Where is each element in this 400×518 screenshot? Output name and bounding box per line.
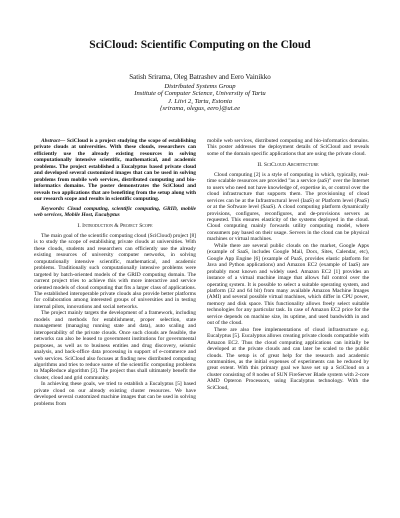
body-paragraph: The project mainly targets the development of a framework, including models and methods for establishment, proper selection, state management (managing running state and data), auto scaling and interoperability of the private clouds. Once such clouds are feasible, the networks can also be leased to government institutions for governmental purposes, as well as to business entities and drug discovery, seismic analysis, and back-office data processing in support of e-commerce and web services. SciCloud also focuses at finding new distributed computing algorithms and tries to reduce some of the scientific computing problems to MapReduce algorithm [3]. The project thus shall ultimately benefit the cluster, cloud and grid community.	[34, 310, 196, 381]
body-paragraph: While there are several public clouds on the market, Google Apps (example of SaaS, includes Google Mail, Docs, Sites, Calendar, etc), Google App Engine [6] (example of PaaS, provides elastic platform for Java and Python applications) and Amazon EC2 (example of IaaS) are probably most known and widely used. Amazon EC2 [1] provides an instance of a virtual machine image that allows full control over the operating system. It is possible to select a suitable operating system, and platform (32 and 64 bit) from many available Amazon Machine Images (AMI) and several possible virtual machines, which differ in CPU power, memory and disk space. This functionality allows freely select suitable technologies for any particular task. In case of Amazon EC2 price for the service depends on machine size, its uptime, and used bandwidth in and out of the cloud.	[207, 242, 369, 327]
affiliation-line: {srirama, olegus, eero}@ut.ee	[159, 105, 241, 113]
affiliation-line: J. Liivi 2, Tartu, Estonia	[167, 97, 233, 105]
section-heading-architecture: II. SciCloud Architecture	[257, 162, 319, 169]
section-heading-introduction: I. Introduction & Project Scope	[77, 223, 153, 230]
author-names: Satish Srirama, Oleg Batrashev and Eero Vainikko	[129, 73, 271, 81]
body-paragraph: mobile web services, distributed computing and bio-informatics domains. This poster addresses the deployment details of SciCloud and reveals some of the domain specific applications that are using the private cloud.	[207, 138, 369, 157]
left-column	[34, 138, 196, 407]
keywords	[34, 206, 196, 219]
right-column	[207, 138, 369, 391]
keywords-label: Keywords:	[41, 205, 65, 212]
body-paragraph: There are also free implementations of cloud infrastructure e.g. Eucalyptus [5]. Eucalyptus allows creating private clouds compatible with Amazon EC2. Thus the cloud computing applications can initially be developed at the private clouds and can later be scaled to the public clouds. The setup is of great help for the research and academic communities, as the initial expenses of experiments can be reduced by great extent. With this primary goal we have set up a SciCloud on a cluster consisting of 8 nodes of SUN FireServer Blade system with 2-core AMD Opteron Processors, using Eucalyptus technology. With the SciCloud,	[207, 326, 369, 391]
keywords-text: Cloud computing, scientific computing, GRID, mobile web services, Mobile Host, Eucalyptus	[34, 205, 196, 218]
body-paragraph: In achieving these goals, we tried to establish a Eucalyptus [5] based private cloud on our already existing cluster resources. We have developed several customized machine images that can be used in solving problems from	[34, 381, 196, 407]
paper-title: SciCloud: Scientific Computing on the Cloud	[89, 39, 311, 51]
affiliation-line: Distributed Systems Group	[164, 82, 236, 90]
author-block	[0, 74, 400, 113]
body-paragraph: Cloud computing [2] is a style of computing in which, typically, real-time scalable resources are provided "as a service (aaS)" over the Internet to users who need not have knowledge of, expertise in, or control over the cloud infrastructure that supports them. The provisioning of cloud services can be at the Infrastructural level (IaaS) or Platform level (PaaS) or at the Software level (SaaS). A cloud computing platform dynamically provisions, configures, reconfigures, and de-provisions servers as requested. This ensures elasticity of the systems deployed in the cloud. Cloud computing mainly forwards utility computing model, where consumers pay based on their usage. Servers in the cloud can be physical machines or virtual machines.	[207, 171, 369, 243]
abstract	[34, 138, 196, 203]
affiliation-line: Institute of Computer Science, University of Tartu	[134, 90, 266, 98]
abstract-text: SciCloud is a project studying the scope of establishing private clouds at universities. With these clouds, researchers can efficiently use the already existing resources in solving computationally intensive scientific, mathematical, and academic problems. The project established a Eucalyptus based private cloud and developed several customized images that can be used in solving problems from mobile web services, distributed computing and bio-informatics domains. The poster demonstrates the SciCloud and reveals two applications that are benefiting from the setup along with our research scope and results in scientific computing.	[34, 138, 196, 203]
body-paragraph: The main goal of the scientific computing cloud (SciCloud) project [8] is to study the scope of establishing private clouds at universities. With these clouds, students and researchers can efficiently use the already existing resources of university computer networks, in solving computationally intensive scientific, mathematical, and academic problems. Traditionally such computationally intensive problems were targeted by batch-oriented models of the GRID computing domain. The current project tries to achieve this with more interactive and service oriented models of cloud computing that fits a larger class of applications. The established interoperable private clouds also provide better platforms for collaboration among interested groups of universities and in testing internal pilots, innovations and social networks.	[34, 232, 196, 310]
abstract-label: Abstract—	[41, 138, 66, 144]
